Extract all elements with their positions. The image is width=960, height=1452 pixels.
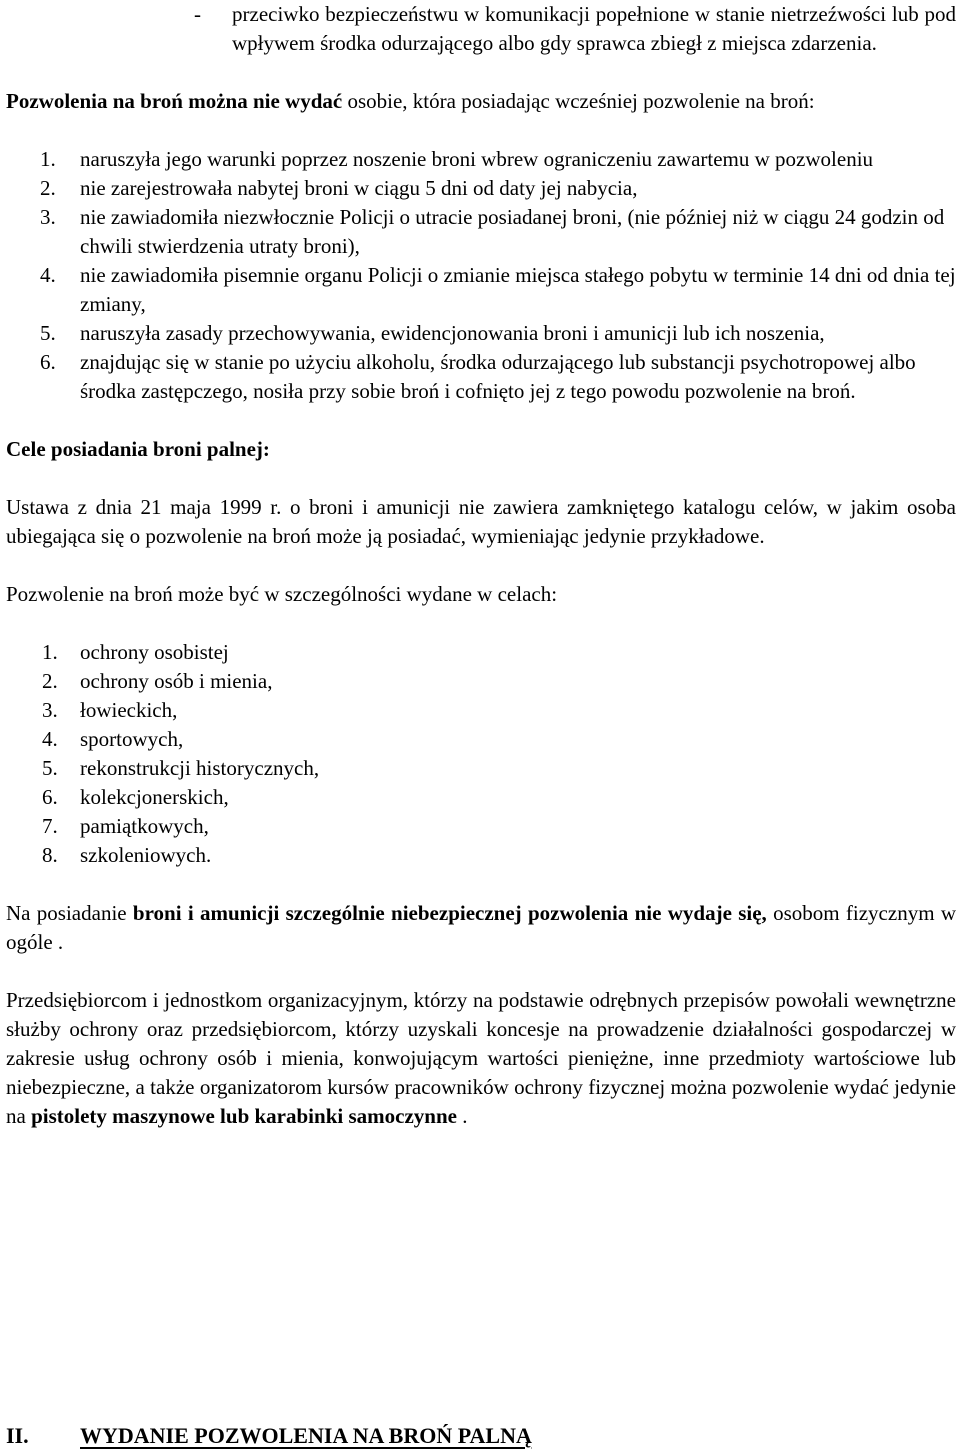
list-item — [6, 754, 956, 783]
list-item-text: nie zawiadomiła pisemnie organu Policji o zmianie miejsca stałego pobytu w terminie 14 dni od dnia tej zmiany, — [80, 263, 956, 316]
purposes-list — [6, 638, 956, 870]
list-item — [6, 725, 956, 754]
dash-list-item — [6, 0, 956, 58]
list-item-text: znajdując się w stanie po użyciu alkoholu, środka odurzającego lub substancji psychotropowej albo środka zastępczego, nosiła przy sobie broń i cofnięto jej z tego powodu pozwolenie na broń. — [80, 350, 916, 403]
list-item-text: nie zawiadomiła niezwłocznie Policji o utracie posiadanej broni, (nie później niż w ciągu 24 godzin od chwili stwierdzenia utraty broni), — [80, 205, 945, 258]
list-item — [6, 348, 956, 406]
special-rest: osobom fizycznym w ogóle . — [6, 901, 957, 954]
list-item — [6, 261, 956, 319]
list-item-text: naruszyła zasady przechowywania, ewidencjonowania broni i amunicji lub ich noszenia, — [80, 321, 825, 345]
list-item-text: nie zarejestrowała nabytej broni w ciągu 5 dni od daty jej nabycia, — [80, 176, 638, 200]
list-item-text: łowieckich, — [80, 698, 178, 722]
list-item — [6, 145, 956, 174]
entrepreneurs-bold: pistolety maszynowe lub karabinki samoczynne — [31, 1104, 457, 1128]
list-number: 7. — [42, 814, 58, 838]
list-item — [6, 203, 956, 261]
purposes-list-intro: Pozwolenie na broń może być w szczególności wydane w celach: — [6, 582, 558, 606]
list-item — [6, 319, 956, 348]
list-number: 5. — [40, 321, 56, 345]
purposes-heading — [6, 435, 956, 464]
refusal-list — [6, 145, 956, 406]
list-item — [6, 696, 956, 725]
entrepreneurs-text: Przedsiębiorcom i jednostkom organizacyjnym, którzy na podstawie odrębnych przepisów powołali wewnętrzne służby ochrony oraz przedsiębiorcom, którzy uzyskali koncesje na prowadzenie działalności gospodarczej w zakresie usług ochrony osób i mienia, konwojującym wartości pieniężne, inne przedmioty wartościowe lub niebezpieczne, a także organizatorom kursów pracowników ochrony fizycznej można pozwolenie wydać jedynie na — [6, 988, 956, 1128]
list-number: 3. — [42, 698, 58, 722]
list-item — [6, 783, 956, 812]
list-number: 4. — [40, 263, 56, 287]
dash-item-text: przeciwko bezpieczeństwu w komunikacji popełnione w stanie nietrzeźwości lub pod wpływem środka odurzającego albo gdy sprawca zbiegł z miejsca zdarzenia. — [232, 2, 956, 55]
section-heading — [6, 1421, 532, 1450]
list-item-text: pamiątkowych, — [80, 814, 209, 838]
list-item — [6, 812, 956, 841]
list-item — [6, 667, 956, 696]
purposes-paragraph: Ustawa z dnia 21 maja 1999 r. o broni i amunicji nie zawiera zamkniętego katalogu celów, w jakim osoba ubiegająca się o pozwolenie na broń może ją posiadać, wymieniając jedynie przykładowe. — [6, 495, 956, 548]
entrepreneurs-end: . — [456, 1104, 468, 1128]
list-item-text: szkoleniowych. — [80, 843, 212, 867]
entrepreneurs-paragraph — [6, 986, 956, 1131]
list-number: 1. — [42, 640, 58, 664]
special-weapons-paragraph — [6, 899, 956, 957]
special-lead: Na posiadanie — [6, 901, 133, 925]
list-number: 5. — [42, 756, 58, 780]
list-item-text: naruszyła jego warunki poprzez noszenie broni wbrew ograniczeniu zawartemu w pozwoleniu — [80, 147, 874, 171]
list-number: 8. — [42, 843, 58, 867]
dash-marker: - — [194, 2, 201, 26]
section-number: II. — [6, 1423, 29, 1448]
section-title: WYDANIE POZWOLENIA NA BROŃ PALNĄ — [80, 1423, 532, 1448]
list-number: 1. — [40, 147, 56, 171]
special-bold: broni i amunicji szczególnie niebezpiecznej pozwolenia nie wydaje się, — [132, 901, 767, 925]
document-page — [6, 0, 956, 1131]
list-item — [6, 174, 956, 203]
list-number: 6. — [40, 350, 56, 374]
list-item-text: sportowych, — [80, 727, 184, 751]
list-item-text: ochrony osób i mienia, — [80, 669, 273, 693]
list-item — [6, 841, 956, 870]
refusal-bold-lead: Pozwolenia na broń można nie wydać — [6, 89, 343, 113]
list-number: 3. — [40, 205, 56, 229]
refusal-rest: osobie, która posiadając wcześniej pozwolenie na broń: — [342, 89, 815, 113]
purposes-heading-text: Cele posiadania broni palnej: — [6, 437, 270, 461]
list-number: 4. — [42, 727, 58, 751]
list-number: 6. — [42, 785, 58, 809]
list-number: 2. — [40, 176, 56, 200]
list-item-text: ochrony osobistej — [80, 640, 229, 664]
list-number: 2. — [42, 669, 58, 693]
list-item — [6, 638, 956, 667]
list-item-text: kolekcjonerskich, — [80, 785, 229, 809]
refusal-intro — [6, 87, 956, 116]
list-item-text: rekonstrukcji historycznych, — [80, 756, 320, 780]
